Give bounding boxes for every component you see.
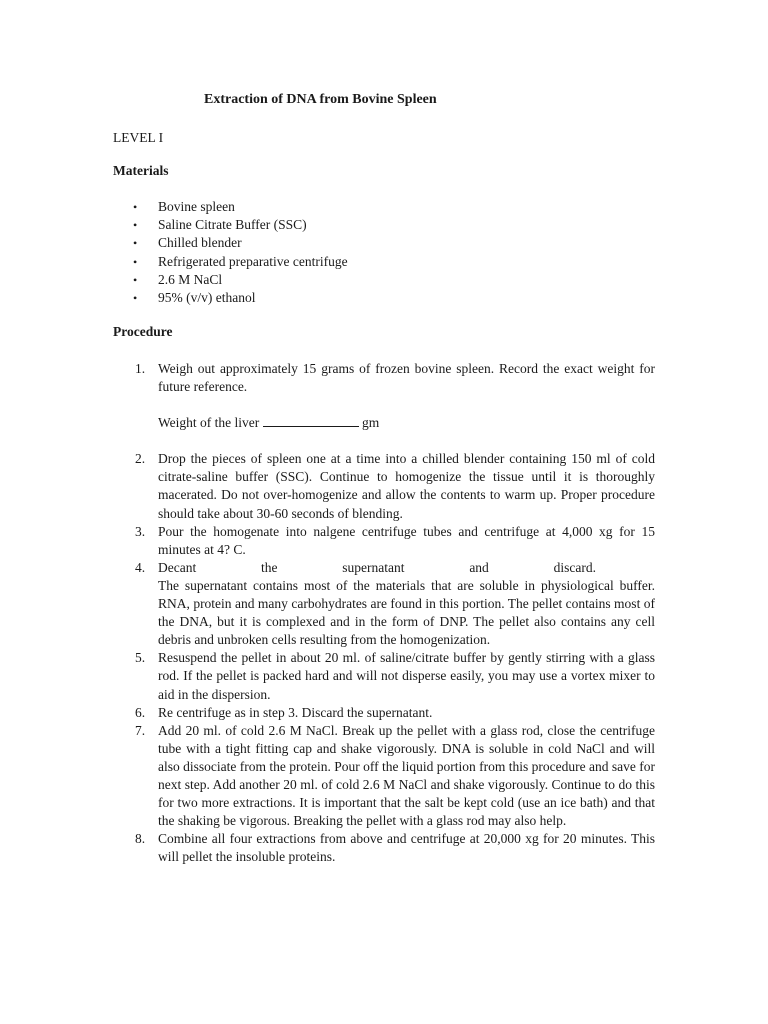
- list-item: [113, 198, 348, 216]
- procedure-step-5: [113, 649, 655, 703]
- procedure-steps: [113, 360, 655, 866]
- procedure-heading: Procedure: [113, 324, 173, 339]
- procedure-step-6: [113, 704, 655, 722]
- step-number: 3.: [135, 523, 146, 539]
- procedure-step-3: [113, 523, 655, 559]
- step-number: 6.: [135, 704, 146, 720]
- list-item: [113, 216, 348, 234]
- procedure-step-1: [113, 360, 655, 432]
- step-number: 4.: [135, 559, 146, 575]
- document-title: Extraction of DNA from Bovine Spleen: [204, 92, 437, 107]
- step-number: 5.: [135, 650, 146, 666]
- decant-word: Decant: [158, 559, 197, 575]
- list-item: [113, 253, 348, 271]
- procedure-step-7: [113, 722, 655, 831]
- step-text: Weigh out approximately 15 grams of frozen bovine spleen. Record the exact weight for future reference.: [158, 361, 655, 395]
- step-text: Drop the pieces of spleen one at a time into a chilled blender containing 150 ml of cold citrate-saline buffer (SSC). Continue to homogenize the tissue until it is thoroughly macerated. Do not over-homogenize and allow the contents to warm up. Proper procedure should take about 30-60 seconds of blending.: [158, 451, 655, 521]
- material-label: 2.6 M NaCl: [158, 271, 223, 287]
- decant-word: discard.: [553, 559, 596, 575]
- material-label: Bovine spleen: [158, 199, 235, 214]
- procedure-step-4: [113, 559, 655, 649]
- procedure-step-8: [113, 830, 655, 866]
- material-label: Saline Citrate Buffer (SSC): [158, 217, 307, 233]
- bullet-icon: •: [133, 290, 138, 305]
- materials-heading: Materials: [113, 163, 169, 178]
- decant-line: [158, 559, 596, 577]
- bullet-icon: •: [133, 218, 138, 233]
- list-item: [113, 271, 348, 289]
- decant-word: supernatant: [342, 559, 405, 575]
- step-text: Re centrifuge as in step 3. Discard the supernatant.: [158, 704, 433, 720]
- weight-record-line: [158, 414, 655, 432]
- list-item: [113, 289, 348, 307]
- step-number: 2.: [135, 451, 146, 467]
- step-text: Add 20 ml. of cold 2.6 M NaCl. Break up the pellet with a glass rod, close the centrifuge tube with a tight fitting cap and shake vigorously. DNA is soluble in cold NaCl and will also dissociate from the protein. Pour off the liquid portion from this procedure and save for next step. Add another 20 ml. of cold 2.6 M NaCl and shake vigorously. Continue to do this for two more extractions. It is important that the salt be kept cold (use an ice bath) and that the shaking be vigorous. Breaking the pellet with a glass rod may also help.: [158, 722, 655, 829]
- material-label: 95% (v/v) ethanol: [158, 289, 256, 305]
- materials-list: [113, 198, 348, 307]
- step-number: 8.: [135, 831, 146, 847]
- material-label: Refrigerated preparative centrifuge: [158, 253, 348, 269]
- procedure-step-2: [113, 450, 655, 522]
- decant-word: the: [261, 559, 278, 575]
- weight-label: Weight of the liver: [158, 415, 260, 431]
- step-text: Resuspend the pellet in about 20 ml. of saline/citrate buffer by gently stirring with a glass rod. If the pellet is packed hard and will not disperse easily, you may use a vortex mixer to aid in the dispersion.: [158, 650, 655, 702]
- bullet-icon: •: [133, 236, 138, 251]
- step-text: Combine all four extractions from above and centrifuge at 20,000 xg for 20 minutes. This will pellet the insoluble proteins.: [158, 831, 655, 865]
- material-label: Chilled blender: [158, 235, 242, 251]
- decant-word: and: [469, 559, 489, 575]
- bullet-icon: •: [133, 254, 138, 269]
- bullet-icon: •: [133, 200, 138, 214]
- weight-blank-line: [263, 414, 359, 427]
- step-text: Pour the homogenate into nalgene centrifuge tubes and centrifuge at 4,000 xg for 15 minutes at 4? C.: [158, 523, 655, 557]
- weight-unit: gm: [362, 415, 380, 431]
- list-item: [113, 234, 348, 252]
- step-number: 7.: [135, 722, 146, 738]
- bullet-icon: •: [133, 272, 138, 287]
- level-label: LEVEL I: [113, 130, 164, 145]
- step-text: The supernatant contains most of the materials that are soluble in physiological buffer. RNA, protein and many carbohydrates are found in this portion. The pellet contains most of the DNA, but it is complexed and in the form of DNP. The pellet also contains any cell debris and unbroken cells resulting from the homogenization.: [158, 577, 655, 648]
- step-number: 1.: [135, 361, 146, 376]
